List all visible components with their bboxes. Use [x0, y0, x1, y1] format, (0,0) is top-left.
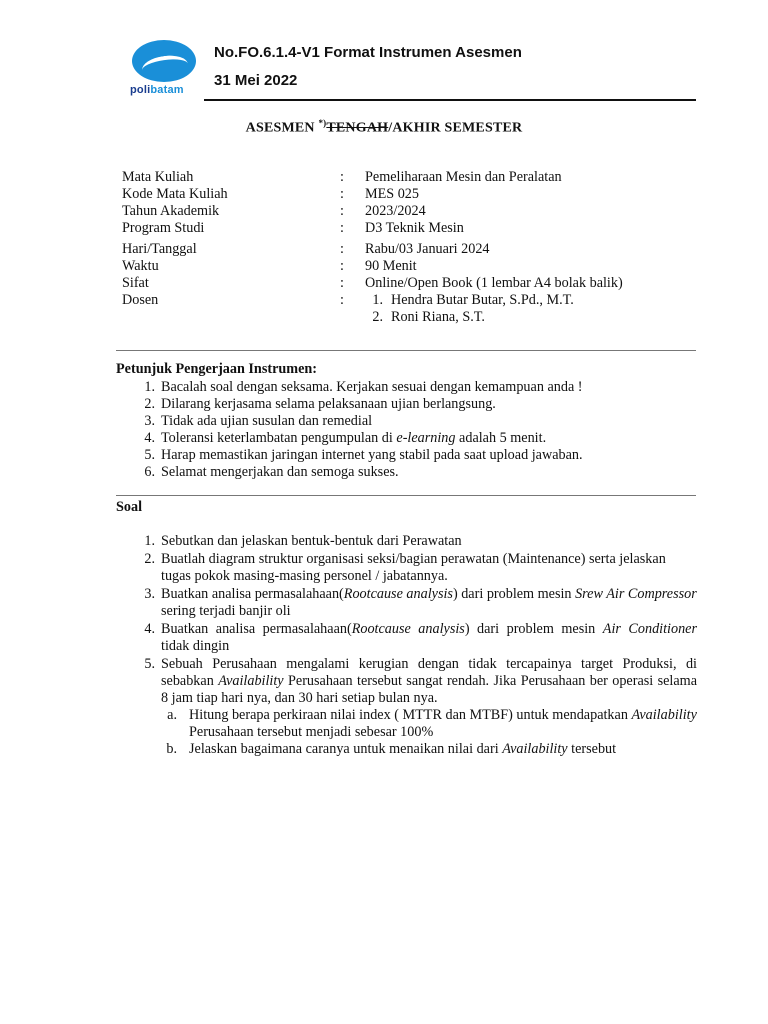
- exam-title: ASESMEN *)TENGAH/AKHIR SEMESTER: [245, 118, 523, 136]
- info-label: Tahun Akademik: [122, 203, 220, 219]
- info-label: Waktu: [122, 258, 159, 274]
- logo-wordmark: polibatam: [130, 84, 184, 96]
- document-header: [0, 0, 768, 104]
- instruction-item: 6. Selamat mengerjakan dan semoga sukses.: [144, 464, 399, 480]
- info-colon: :: [340, 292, 344, 308]
- info-colon: :: [340, 275, 344, 291]
- section-divider: [116, 495, 696, 496]
- header-divider: [204, 99, 696, 101]
- info-label: Kode Mata Kuliah: [122, 186, 228, 202]
- instructions-list: [135, 379, 675, 481]
- instruction-item: 5. Harap memastikan jaringan internet yang stabil pada saat upload jawaban.: [144, 447, 583, 463]
- struck-text: TENGAH: [326, 120, 389, 136]
- info-label: Hari/Tanggal: [122, 241, 197, 257]
- info-label: Dosen: [122, 292, 159, 308]
- info-value: 90 Menit: [365, 258, 417, 274]
- instructions-heading: Petunjuk Pengerjaan Instrumen:: [116, 361, 317, 377]
- question-item: 4. Buatkan analisa permasalahaan(Rootcause analysis) dari problem mesin Air Conditioner tidak dingin: [144, 621, 697, 654]
- sub-question-list: [161, 707, 697, 758]
- info-colon: :: [340, 241, 344, 257]
- info-colon: :: [340, 169, 344, 185]
- info-value: Online/Open Book (1 lembar A4 bolak balik): [365, 275, 623, 291]
- info-label: Sifat: [122, 275, 149, 291]
- questions-list: [135, 533, 697, 758]
- info-colon: :: [340, 203, 344, 219]
- questions-heading: Soal: [116, 499, 143, 515]
- footnote-mark: *): [318, 118, 327, 128]
- sub-question-item: b. Jelaskan bagaimana caranya untuk menaikan nilai dari Availability tersebut: [166, 741, 617, 757]
- sub-question-item: a. Hitung berapa perkiraan nilai index ( MTTR dan MTBF) untuk mendapatkan Availability Perusahaan tersebut menjadi sebesar 100%: [167, 707, 697, 740]
- question-item: 5. Sebuah Perusahaan mengalami kerugian dengan tidak tercapainya target Produksi, di sebabkan Availability Perusahaan tersebut sangat rendah. Jika Perusahaan ber operasi selama 8 jam tiap hari nya, dan 30 hari setiap bulan nya. a. Hitung berapa perkiraan nilai index ( MTTR dan MTBF) untuk mendapatkan Availability Perusahaan tersebut menjadi sebesar 100% b. Jelaskan bagaimana caranya untuk menaikan nilai dari Availability tersebut: [144, 656, 697, 757]
- info-colon: :: [340, 186, 344, 202]
- info-value: Rabu/03 Januari 2024: [365, 241, 490, 257]
- lecturer-name: Roni Riana, S.T.: [391, 309, 485, 325]
- question-item: 1. Sebutkan dan jelaskan bentuk-bentuk dari Perawatan: [144, 533, 462, 549]
- instruction-item: 2. Dilarang kerjasama selama pelaksanaan ujian berlangsung.: [144, 396, 496, 412]
- form-date: 31 Mei 2022: [214, 72, 298, 89]
- polibatam-logo: [126, 40, 200, 100]
- form-number: No.FO.6.1.4-V1 Format Instrumen Asesmen: [214, 44, 522, 61]
- instruction-item: 3. Tidak ada ujian susulan dan remedial: [144, 413, 373, 429]
- info-label: Mata Kuliah: [122, 169, 194, 185]
- info-colon: :: [340, 258, 344, 274]
- info-value: D3 Teknik Mesin: [365, 220, 464, 236]
- info-label: Program Studi: [122, 220, 205, 236]
- info-value: 2023/2024: [365, 203, 426, 219]
- instruction-item: 4. Toleransi keterlambatan pengumpulan di e-learning adalah 5 menit.: [144, 430, 547, 446]
- question-item: 2. Buatlah diagram struktur organisasi seksi/bagian perawatan (Maintenance) serta jelaskan tugas pokok masing-masing personel / jabatannya.: [144, 551, 666, 584]
- section-divider: [116, 350, 696, 351]
- info-colon: :: [340, 220, 344, 236]
- lecturer-name: Hendra Butar Butar, S.Pd., M.T.: [391, 292, 574, 308]
- info-value: MES 025: [365, 186, 419, 202]
- question-item: 3. Buatkan analisa permasalahaan(Rootcause analysis) dari problem mesin Srew Air Compressor sering terjadi banjir oli: [144, 586, 697, 619]
- info-value: Pemeliharaan Mesin dan Peralatan: [365, 169, 562, 185]
- instruction-item: 1. Bacalah soal dengan seksama. Kerjakan sesuai dengan kemampuan anda !: [144, 379, 583, 395]
